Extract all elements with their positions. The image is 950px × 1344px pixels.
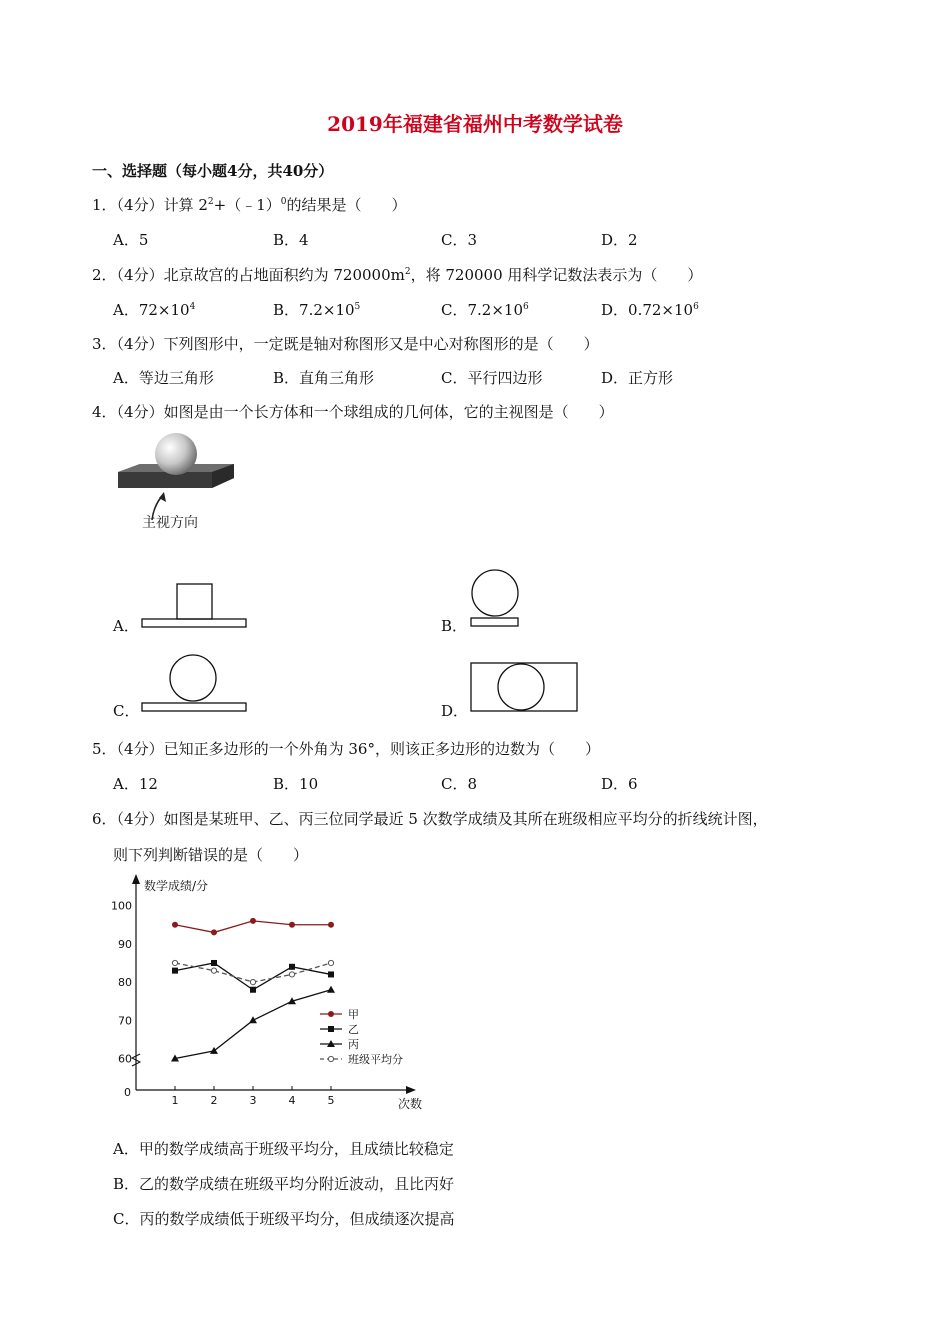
option-a-figure[interactable]: [140, 580, 250, 630]
option[interactable]: C．8: [441, 775, 478, 793]
question-number: 5．: [92, 740, 117, 758]
data-point: [328, 922, 334, 928]
data-point: [328, 1056, 333, 1061]
option[interactable]: [601, 300, 699, 320]
data-point: [289, 972, 294, 977]
question-text: 如图是由一个长方体和一个球组成的几何体，它的主视图是（ ）: [163, 403, 614, 421]
option[interactable]: D．6: [601, 775, 638, 793]
question-score: （4分）: [116, 335, 164, 353]
data-point: [328, 1026, 334, 1032]
y-axis-arrow-icon: [132, 874, 140, 884]
sphere-shape: [155, 433, 197, 475]
option-c-figure[interactable]: [140, 652, 250, 714]
option[interactable]: D．: [441, 702, 469, 720]
data-point: [211, 929, 217, 935]
data-point: [172, 968, 178, 974]
x-tick-label: 5: [327, 1094, 335, 1107]
axis-break: [132, 1054, 140, 1066]
data-point: [249, 1016, 257, 1023]
option[interactable]: A．甲的数学成绩高于班级平均分，且成绩比较稳定: [113, 1140, 454, 1158]
chart-axes: [111, 874, 422, 1111]
option[interactable]: A．5: [113, 231, 149, 249]
question-6: [92, 809, 768, 829]
question-text: +（﹣1）: [213, 196, 281, 214]
question-text: 下列图形中，一定既是轴对称图形又是中心对称图形的是（ ）: [163, 335, 599, 353]
y-tick-label: 60: [118, 1052, 132, 1066]
x-axis-arrow-icon: [406, 1086, 416, 1094]
question-text: 北京故宫的占地面积约为 720000m: [163, 266, 405, 284]
option-b-figure[interactable]: [468, 568, 523, 630]
data-point: [211, 968, 216, 973]
option[interactable]: A．12: [113, 775, 158, 793]
data-point: [328, 960, 333, 965]
question-number: 6．: [92, 810, 117, 828]
option[interactable]: B．10: [273, 775, 319, 793]
data-point: [172, 960, 177, 965]
question-text: 已知正多边形的一个外角为 36°，则该正多边形的边数为（ ）: [163, 740, 600, 758]
option-base: A．72×10: [113, 301, 190, 319]
question-text: 如图是某班甲、乙、丙三位同学最近 5 次数学成绩及其所在班级相应平均分的折线统计图，: [163, 810, 768, 828]
question-text: 计算 2: [163, 196, 208, 214]
section-heading: 一、选择题（每小题4分，共40分）: [92, 162, 334, 180]
option-exponent: 6: [693, 302, 699, 312]
question-number: 4．: [92, 403, 117, 421]
data-point: [172, 922, 178, 928]
option-exponent: 5: [354, 302, 361, 312]
question-score: （4分）: [116, 403, 164, 421]
option[interactable]: B．乙的数学成绩在班级平均分附近波动，且比丙好: [113, 1175, 455, 1193]
question-score: （4分）: [116, 810, 164, 828]
series-line: [175, 963, 331, 990]
superscript: 0: [280, 197, 287, 207]
question-text: ，将 720000 用科学记数法表示为（ ）: [410, 266, 703, 284]
option[interactable]: C．平行四边形: [441, 369, 543, 387]
option[interactable]: A．等边三角形: [113, 369, 214, 387]
origin-label: 0: [124, 1086, 131, 1099]
option[interactable]: A．: [113, 617, 139, 635]
option[interactable]: C．: [113, 702, 140, 720]
legend-label: 乙: [348, 1023, 359, 1036]
y-tick-label: 90: [118, 937, 132, 951]
question-number: 3．: [92, 335, 117, 353]
data-point: [328, 971, 334, 977]
data-point: [289, 922, 295, 928]
option[interactable]: [273, 300, 360, 320]
question-score: （4分）: [116, 266, 164, 284]
line-chart: [110, 872, 440, 1112]
legend-label: 丙: [348, 1038, 359, 1051]
data-point: [250, 987, 256, 993]
option[interactable]: D．2: [601, 231, 638, 249]
data-point: [327, 986, 335, 993]
option[interactable]: D．正方形: [601, 369, 674, 387]
data-point: [250, 979, 255, 984]
question-score: （4分）: [116, 196, 164, 214]
x-tick-label: 2: [210, 1094, 218, 1107]
arrow-head-icon: [159, 492, 166, 502]
data-point: [250, 918, 256, 924]
option[interactable]: C．3: [441, 231, 478, 249]
question-score: （4分）: [116, 740, 164, 758]
chart-legend: [320, 1008, 403, 1066]
question-1: [92, 195, 407, 215]
series-line: [175, 990, 331, 1059]
y-tick-label: 80: [118, 976, 132, 990]
x-tick-label: 1: [171, 1094, 179, 1107]
question-number: 1．: [92, 196, 117, 214]
figure-label: 主视方向: [142, 515, 198, 531]
question-text: 的结果是（ ）: [286, 196, 407, 214]
y-axis-label: 数学成绩/分: [144, 879, 209, 893]
legend-label: 甲: [348, 1008, 359, 1021]
x-axis-label: 次数: [398, 1097, 423, 1111]
option-d-figure[interactable]: [468, 660, 581, 715]
data-point: [289, 964, 295, 970]
y-tick-label: 100: [111, 899, 132, 913]
question-3: [92, 334, 599, 354]
option[interactable]: [441, 300, 529, 320]
option-base: C．7.2×10: [441, 301, 523, 319]
question-2: [92, 265, 702, 285]
option[interactable]: B．直角三角形: [273, 369, 375, 387]
option[interactable]: B．4: [273, 231, 309, 249]
option[interactable]: [113, 300, 195, 320]
superscript: 2: [207, 197, 214, 207]
question-text-continued: 则下列判断错误的是（ ）: [113, 846, 309, 864]
data-point: [211, 960, 217, 966]
option-base: D．0.72×10: [601, 301, 694, 319]
question-number: 2．: [92, 266, 117, 284]
y-tick-label: 70: [118, 1014, 132, 1028]
option-base: B．7.2×10: [273, 301, 355, 319]
page-title: 2019年福建省福州中考数学试卷: [327, 112, 623, 136]
question-5: [92, 739, 600, 759]
option-exponent: 4: [189, 302, 196, 312]
question-4: [92, 402, 614, 422]
superscript: 2: [404, 267, 411, 277]
x-tick-label: 3: [249, 1094, 257, 1107]
chart-series: [171, 918, 335, 1062]
option[interactable]: C．丙的数学成绩低于班级平均分，但成绩逐次提高: [113, 1210, 455, 1228]
option-exponent: 6: [523, 302, 529, 312]
x-tick-label: 4: [288, 1094, 296, 1107]
geometry-figure: [110, 432, 245, 537]
legend-label: 班级平均分: [348, 1053, 403, 1066]
data-point: [328, 1011, 334, 1017]
option[interactable]: B．: [441, 617, 468, 635]
